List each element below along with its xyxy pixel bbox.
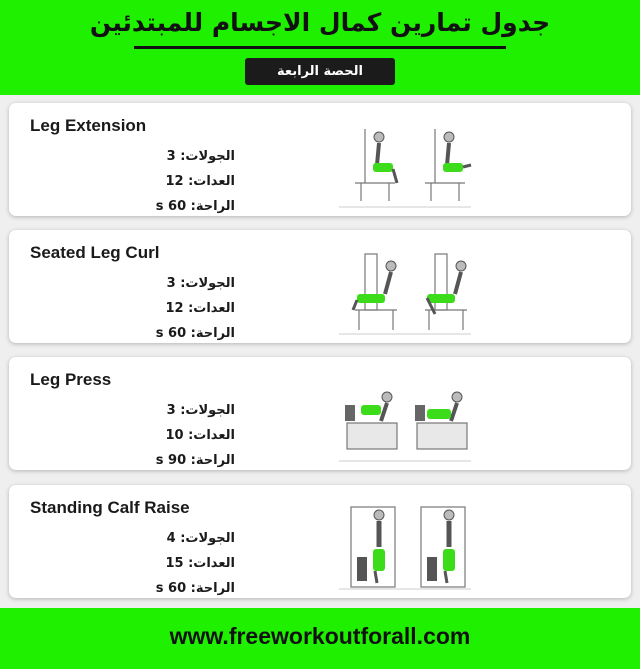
page-title: جدول تمارين كمال الاجسام للمبتدئين (89, 8, 551, 37)
exercise-card-leg-extension (9, 103, 631, 216)
exercise-card-seated-leg-curl (9, 230, 631, 343)
seated-leg-curl-figure-icon (335, 248, 475, 338)
exercise-card-standing-calf-raise (9, 485, 631, 598)
footer-banner (0, 608, 640, 669)
session-badge: الحصة الرابعة (245, 58, 395, 85)
reps-value: العدات: 12 (165, 301, 235, 316)
rest-value: الراحة: 60 s (155, 326, 235, 341)
rest-value: الراحة: 90 s (155, 453, 235, 468)
rest-value: الراحة: 60 s (155, 199, 235, 214)
leg-press-figure-icon (335, 375, 475, 465)
standing-calf-raise-figure-icon (335, 503, 475, 593)
exercise-name: Standing Calf Raise (30, 498, 190, 517)
sets-value: الجولات: 3 (166, 403, 235, 418)
sets-value: الجولات: 3 (166, 149, 235, 164)
sets-value: الجولات: 3 (166, 276, 235, 291)
sets-value: الجولات: 4 (166, 531, 235, 546)
rest-value: الراحة: 60 s (155, 581, 235, 596)
leg-extension-figure-icon (335, 121, 475, 211)
title-underline (134, 46, 506, 49)
exercise-name: Seated Leg Curl (30, 243, 160, 262)
exercise-name: Leg Press (30, 370, 112, 389)
reps-value: العدات: 12 (165, 174, 235, 189)
reps-value: العدات: 10 (165, 428, 235, 443)
header-banner (0, 0, 640, 95)
exercise-name: Leg Extension (30, 116, 147, 135)
reps-value: العدات: 15 (165, 556, 235, 571)
exercise-card-leg-press (9, 357, 631, 470)
website-link[interactable]: www.freeworkoutforall.com (169, 623, 471, 649)
